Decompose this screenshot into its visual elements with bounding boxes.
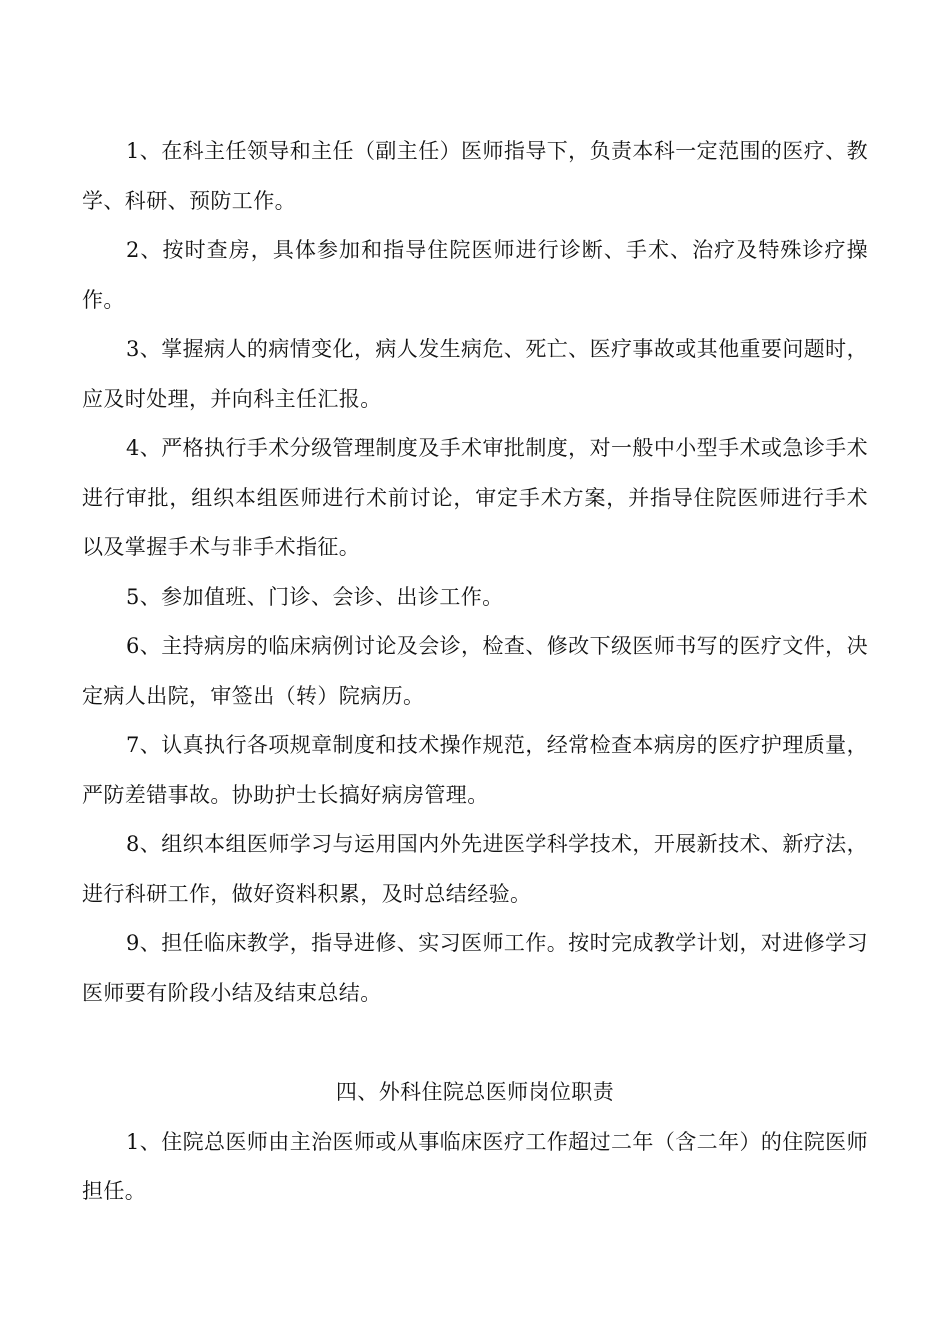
section-title: 四、外科住院总医师岗位职责 [335,1080,615,1104]
duty-paragraph-4: 4、严格执行手术分级管理制度及手术审批制度，对一般中小型手术或急诊手术进行审批，组织本组医师进行术前讨论，审定手术方案，并指导住院医师进行手术以及掌握手术与非手术指征。 [82,436,868,559]
chief-resident-paragraph-1: 1、住院总医师由主治医师或从事临床医疗工作超过二年（含二年）的住院医师担任。 [82,1129,868,1203]
duty-paragraph-7: 7、认真执行各项规章制度和技术操作规范，经常检查本病房的医疗护理质量，严防差错事故。协助护士长搞好病房管理。 [82,733,868,807]
duty-paragraph-9: 9、担任临床教学，指导进修、实习医师工作。按时完成教学计划，对进修学习医师要有阶段小结及结束总结。 [82,931,868,1005]
duty-paragraph-1: 1、在科主任领导和主任（副主任）医师指导下，负责本科一定范围的医疗、教学、科研、预防工作。 [82,139,868,213]
duty-paragraph-8: 8、组织本组医师学习与运用国内外先进医学科学技术，开展新技术、新疗法，进行科研工作，做好资料积累，及时总结经验。 [82,832,868,906]
duty-paragraph-2: 2、按时查房，具体参加和指导住院医师进行诊断、手术、治疗及特殊诊疗操作。 [82,238,868,312]
document-body [82,127,868,1217]
duty-paragraph-3: 3、掌握病人的病情变化，病人发生病危、死亡、医疗事故或其他重要问题时，应及时处理，并向科主任汇报。 [82,337,868,411]
duty-paragraph-6: 6、主持病房的临床病例讨论及会诊，检查、修改下级医师书写的医疗文件，决定病人出院，审签出（转）院病历。 [82,634,868,708]
duty-paragraph-5: 5、参加值班、门诊、会诊、出诊工作。 [126,584,504,609]
